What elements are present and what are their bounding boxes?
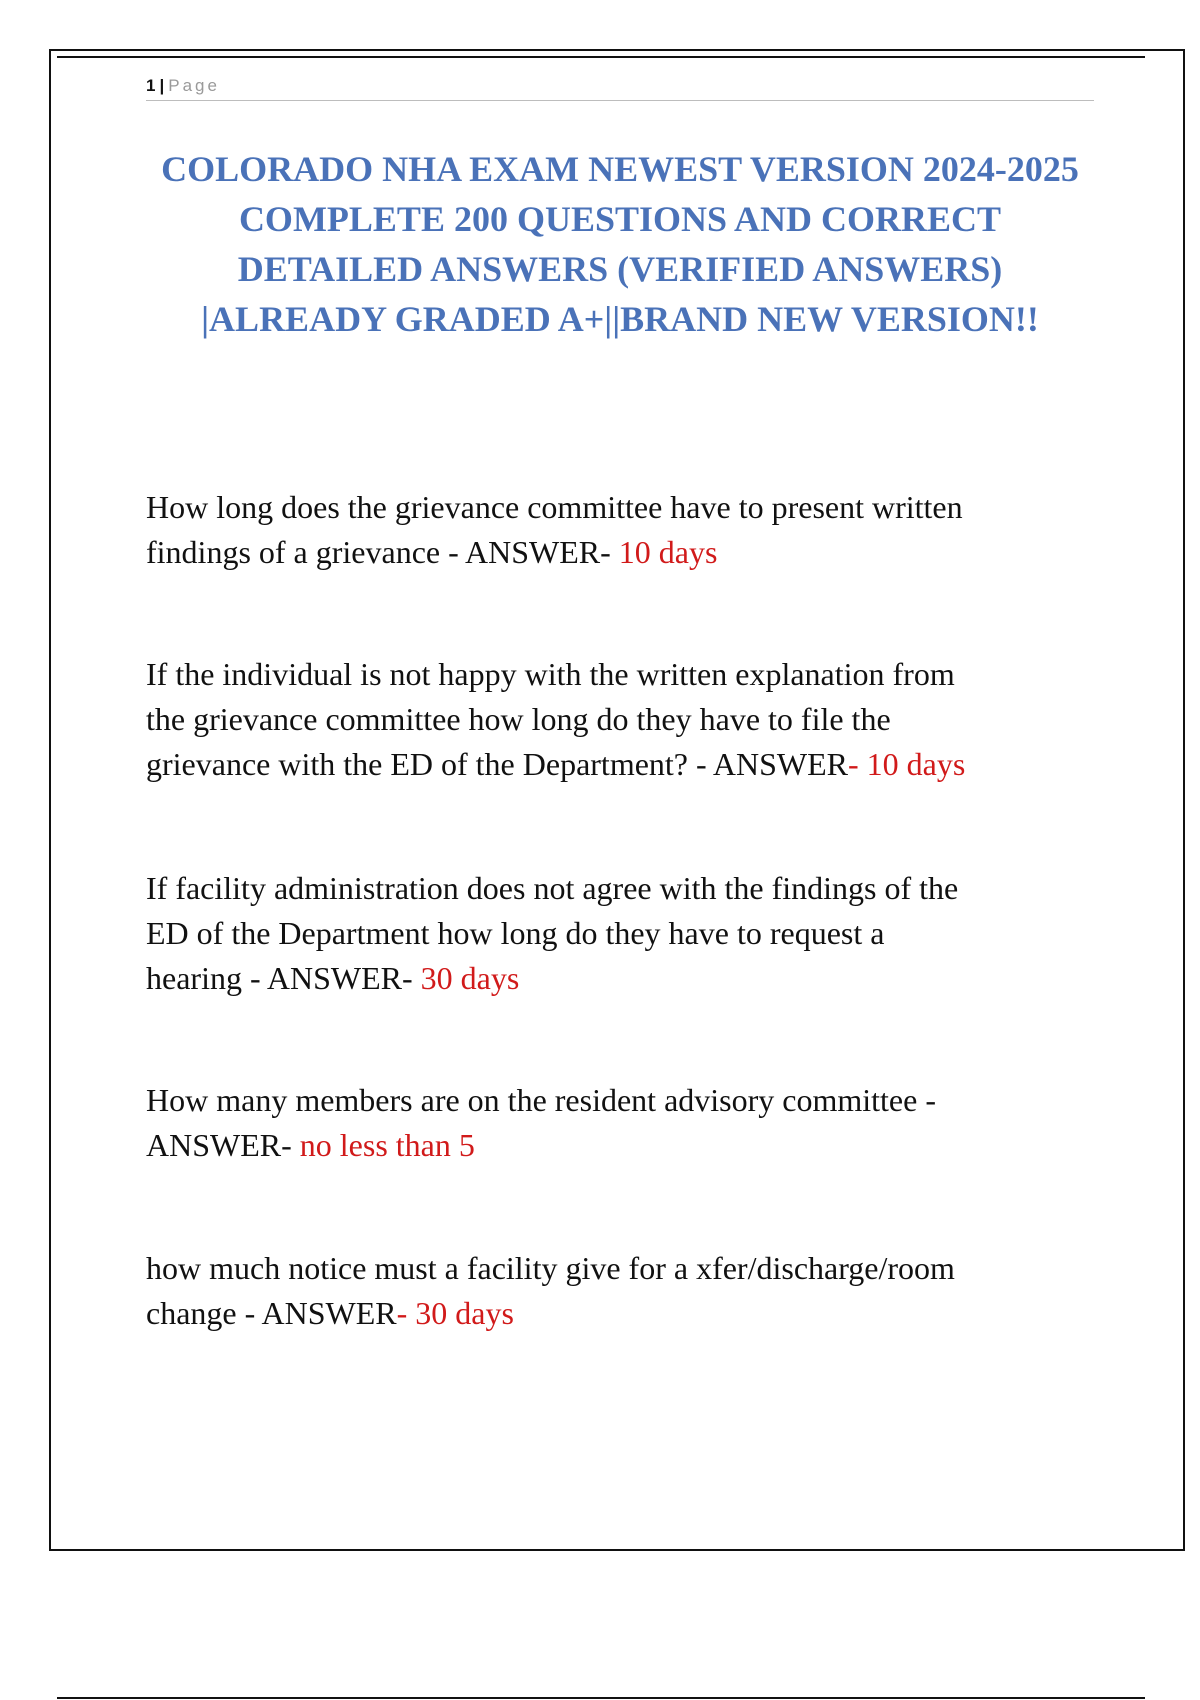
question-line: How many members are on the resident advisory committee -	[146, 1082, 936, 1118]
question-line	[146, 956, 1096, 1001]
page-number: 1	[146, 76, 156, 95]
question-line: the grievance committee how long do they have to file the	[146, 701, 891, 737]
document-title	[130, 144, 1110, 344]
question-text: ANSWER-	[146, 1127, 300, 1163]
question-line: If facility administration does not agree with the findings of the	[146, 870, 959, 906]
qa-item-2	[146, 652, 1096, 787]
qa-item-3	[146, 866, 1096, 1001]
header-separator: |	[159, 76, 165, 95]
question-line: ED of the Department how long do they have to request a	[146, 915, 885, 951]
answer-text: - 30 days	[396, 1295, 514, 1331]
qa-item-4	[146, 1078, 1096, 1168]
question-line	[146, 742, 1096, 787]
qa-item-1	[146, 485, 1096, 575]
answer-text: 10 days	[618, 534, 718, 570]
title-line: |ALREADY GRADED A+||BRAND NEW VERSION!!	[201, 299, 1039, 339]
question-line: If the individual is not happy with the written explanation from	[146, 656, 955, 692]
question-text: grievance with the ED of the Department? - ANSWER	[146, 746, 848, 782]
answer-text: 30 days	[420, 960, 520, 996]
title-line: COLORADO NHA EXAM NEWEST VERSION 2024-2025	[161, 149, 1079, 189]
question-line	[146, 1123, 1096, 1168]
question-line	[146, 1291, 1096, 1336]
answer-text: - 10 days	[848, 746, 966, 782]
answer-text: no less than 5	[299, 1127, 475, 1163]
qa-item-5	[146, 1246, 1096, 1336]
title-line: DETAILED ANSWERS (VERIFIED ANSWERS)	[237, 249, 1003, 289]
question-line: How long does the grievance committee have to present written	[146, 489, 963, 525]
question-text: change - ANSWER	[146, 1295, 397, 1331]
question-line: how much notice must a facility give for a xfer/discharge/room	[146, 1250, 955, 1286]
title-line: COMPLETE 200 QUESTIONS AND CORRECT	[238, 199, 1002, 239]
page-header	[146, 76, 1094, 101]
question-text: hearing - ANSWER-	[146, 960, 421, 996]
bottom-rule	[57, 1697, 1145, 1699]
question-line	[146, 530, 1096, 575]
page-label: Page	[168, 76, 220, 95]
question-text: findings of a grievance - ANSWER-	[146, 534, 619, 570]
